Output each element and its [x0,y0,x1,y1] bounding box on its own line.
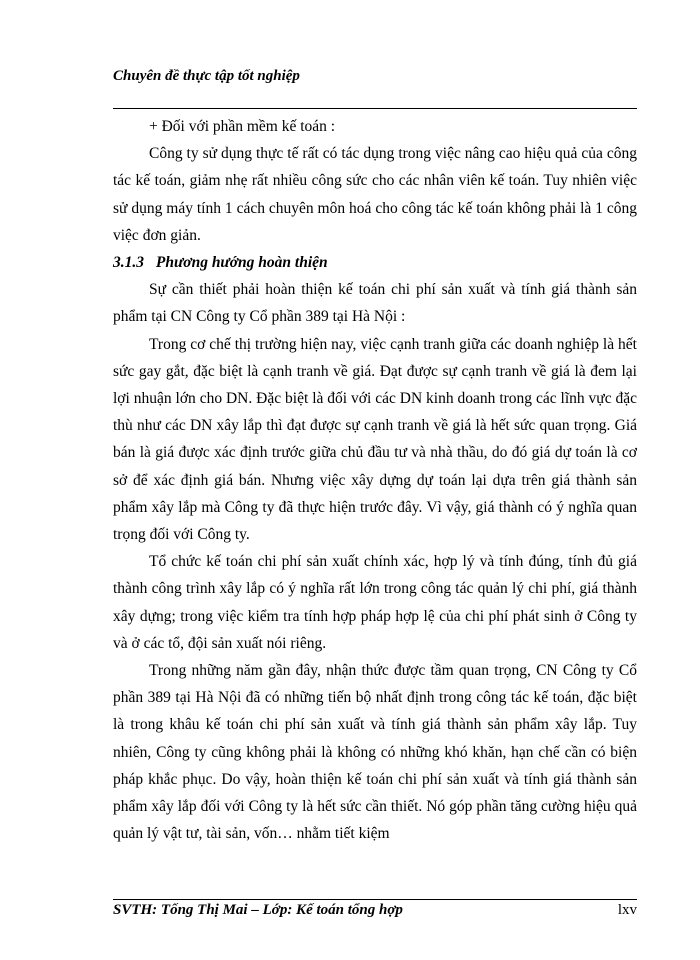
footer-divider [113,899,637,900]
document-footer [113,902,637,919]
section-title: Phương hướng hoàn thiện [155,254,328,272]
paragraph-software-usage: Công ty sử dụng thực tế rất có tác dụng trong việc nâng cao hiệu quả của công tác kế toán, giảm nhẹ rất nhiều công sức cho các nhân viên kế toán. Tuy nhiên việc sử dụng máy tính 1 cách chuyên môn hoá cho công tác kế toán không phải là 1 công việc đơn giản. [113,145,637,244]
paragraph-cost-accounting: Tổ chức kế toán chi phí sản xuất chính xác, hợp lý và tính đúng, tính đủ giá thành công trình xây lắp có ý nghĩa rất lớn trong công tác quản lý chi phí, giá thành xây dựng; trong việc kiểm tra tính hợp pháp hợp lệ của chi phí phát sinh ở Công ty và ở các tổ, đội sản xuất nói riêng. [113,553,637,652]
paragraph-necessity: Sự cần thiết phải hoàn thiện kế toán chi phí sản xuất và tính giá thành sản phẩm tại CN Công ty Cổ phần 389 tại Hà Nội : [113,281,637,326]
page-number: lxv [617,902,637,918]
header-divider [113,108,637,109]
document-body [113,113,637,847]
document-header-title: Chuyên đề thực tập tốt nghiệp [113,68,300,84]
section-heading [113,249,637,276]
footer-student-info: SVTH: Tống Thị Mai – Lớp: Kế toán tổng hợp [113,902,403,918]
section-number: 3.1.3 [113,254,144,272]
paragraph-recent-years: Trong những năm gần đây, nhận thức được tầm quan trọng, CN Công ty Cổ phần 389 tại Hà Nội đã có những tiến bộ nhất định trong công tác kế toán, đặc biệt là trong khâu kế toán chi phí sản xuất và tính giá thành sản phẩm xây lắp. Tuy nhiên, Công ty cũng không phải là không có những khó khăn, hạn chế cần có biện pháp khắc phục. Do vậy, hoàn thiện kế toán chi phí sản xuất và tính giá thành sản phẩm xây lắp đối với Công ty là hết sức cần thiết. Nó góp phần tăng cường hiệu quả quản lý vật tư, tài sản, vốn… nhằm tiết kiệm [113,662,637,843]
bullet-software: + Đối với phần mềm kế toán : [149,118,336,135]
paragraph-market-competition: Trong cơ chế thị trường hiện nay, việc cạnh tranh giữa các doanh nghiệp là hết sức gay gắt, đặc biệt là cạnh tranh về giá. Đạt được sự cạnh tranh về giá là đem lại lợi nhuận lớn cho DN. Đặc biệt là đối với các DN kinh doanh trong các lĩnh vực đặc thù như các DN xây lắp thì đạt được sự cạnh tranh về giá là hết sức quan trọng. Giá bán là giá được xác định trước giữa chủ đầu tư và nhà thầu, do đó giá dự toán là cơ sở để xác định giá bán. Nhưng việc xây dựng dự toán lại dựa trên giá thành sản phẩm xây lắp mà Công ty đã thực hiện trước đây. Vì vậy, giá thành có ý nghĩa quan trọng đối với Công ty. [113,335,637,544]
